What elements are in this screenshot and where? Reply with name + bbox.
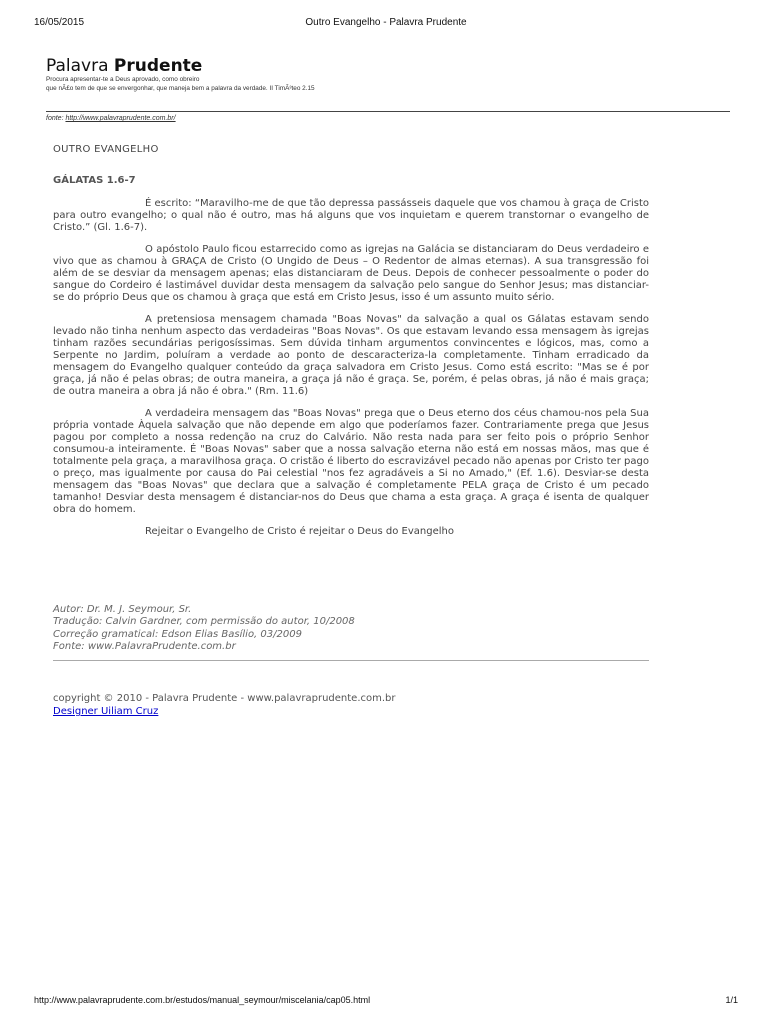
tagline-line-1: Procura apresentar-te a Deus aprovado, como obreiro bbox=[46, 76, 200, 83]
designer-link[interactable]: Designer Uiliam Cruz bbox=[53, 706, 159, 717]
credits-divider bbox=[53, 660, 649, 661]
article-paragraph: A pretensiosa mensagem chamada "Boas Novas" da salvação a qual os Gálatas estavam sendo levado não tinha nenhum aspecto das verdadeiras "Boas Novas". Os que estavam levando essa mensagem às igrejas tinham razões secundárias perigosíssimas. Sem dúvida tinham argumentos convincentes e lógicos, mas, como a Serpente no Jardim, poluíram a verdade ao ponto de descaracteriza-la completamente. Tinham erradicado da mensagem do Evangelho qualquer conteúdo da graça salvadora em Cristo Jesus. Como está escrito: "Mas se é por graça, já não é pelas obras; de outra maneira, a graça já não é graça. Se, porém, é pelas obras, já não é mais graça; de outra maneira a obra já não é obra." (Rm. 11.6) bbox=[53, 314, 649, 397]
source-url-link[interactable]: http://www.palavraprudente.com.br/ bbox=[65, 115, 176, 122]
site-title bbox=[46, 56, 202, 76]
article-paragraph: O apóstolo Paulo ficou estarrecido como as igrejas na Galácia se distanciaram do Deus verdadeiro e vivo que as chamou à GRAÇA de Cristo (O Ungido de Deus – O Redentor de almas eternas). A sua transgressão foi além de se desviar da mensagem apenas; elas distanciaram de Deus. Depois de conhecer pessoalmente o poder do sangue do Cordeiro é lastimável duvidar desta mensagem da salvação pelo sangue do Senhor Jesus; mas distanciar-se do próprio Deus que os chamou à graça que está em Cristo Jesus, isso é um assunto muito sério. bbox=[53, 244, 649, 303]
credit-translation: Tradução: Calvin Gardner, com permissão do autor, 10/2008 bbox=[53, 616, 355, 628]
print-url: http://www.palavraprudente.com.br/estudos/manual_seymour/miscelania/cap05.html bbox=[34, 995, 371, 1005]
print-date: 16/05/2015 bbox=[34, 17, 85, 28]
print-header bbox=[34, 17, 738, 29]
article-closing-line: Rejeitar o Evangelho de Cristo é rejeitar o Deus do Evangelho bbox=[145, 526, 454, 537]
tagline-line-2: que nÃ£o tem de que se envergonhar, que maneja bem a palavra da verdade. II TimÃ³teo 2.15 bbox=[46, 85, 315, 92]
credit-author: Autor: Dr. M. J. Seymour, Sr. bbox=[53, 604, 192, 615]
credit-correction: Correção gramatical: Edson Elias Basílio, 03/2009 bbox=[53, 628, 302, 640]
copyright-text: copyright © 2010 - Palavra Prudente - www.palavraprudente.com.br bbox=[53, 693, 396, 704]
credits bbox=[53, 604, 649, 654]
header-divider bbox=[46, 111, 730, 112]
article-paragraph: É escrito: “Maravilho-me de que tão depressa passásseis daquele que vos chamou à graça de Cristo para outro evangelho; o qual não é outro, mas há alguns que vos inquietam e querem transtornar o evangelho de Cristo.” (Gl. 1.6-7). bbox=[53, 198, 649, 233]
article-paragraph: A verdadeira mensagem das "Boas Novas" prega que o Deus eterno dos céus chamou-nos pela Sua própria vontade Àquela salvação que não depende em algo que poderíamos fazer. Contrariamente prega que Jesus pagou por completo a nossa redenção na cruz do Calvário. Não resta nada para ser feito pois o próprio Senhor consumou-a inteiramente. É "Boas Novas" saber que a nossa salvação eterna não está em nossas mãos, mas que é totalmente pela graça, a maravilhosa graça. O cristão é liberto do escravizável pecado não apenas por Cristo ter pago o preço, mas igualmente por causa do Pai celestial "nos fez agradáveis a Si no Amado," (Ef. 1.6). Desviar-se desta mensagem das "Boas Novas" que declara que a salvação é completamente PELA graça de Cristo é um pecado tamanho! Desviar desta mensagem é distanciar-nos do Deus que chama a esta graça. A graça é isenta de qualquer obra do homem. bbox=[53, 408, 649, 515]
print-page-number: 1/1 bbox=[725, 995, 738, 1005]
source-label: fonte: bbox=[46, 115, 64, 122]
article bbox=[53, 144, 649, 548]
print-footer bbox=[34, 995, 738, 1007]
site-title-regular: Palavra bbox=[46, 56, 109, 76]
print-page-title: Outro Evangelho - Palavra Prudente bbox=[305, 17, 467, 28]
article-title: OUTRO EVANGELHO bbox=[53, 144, 159, 155]
site-title-bold: Prudente bbox=[113, 56, 203, 76]
credit-source: Fonte: www.PalavraPrudente.com.br bbox=[53, 641, 236, 653]
source-line bbox=[46, 115, 176, 122]
site-footer bbox=[53, 692, 396, 718]
site-tagline bbox=[46, 75, 315, 93]
article-subtitle: GÁLATAS 1.6-7 bbox=[53, 175, 136, 186]
